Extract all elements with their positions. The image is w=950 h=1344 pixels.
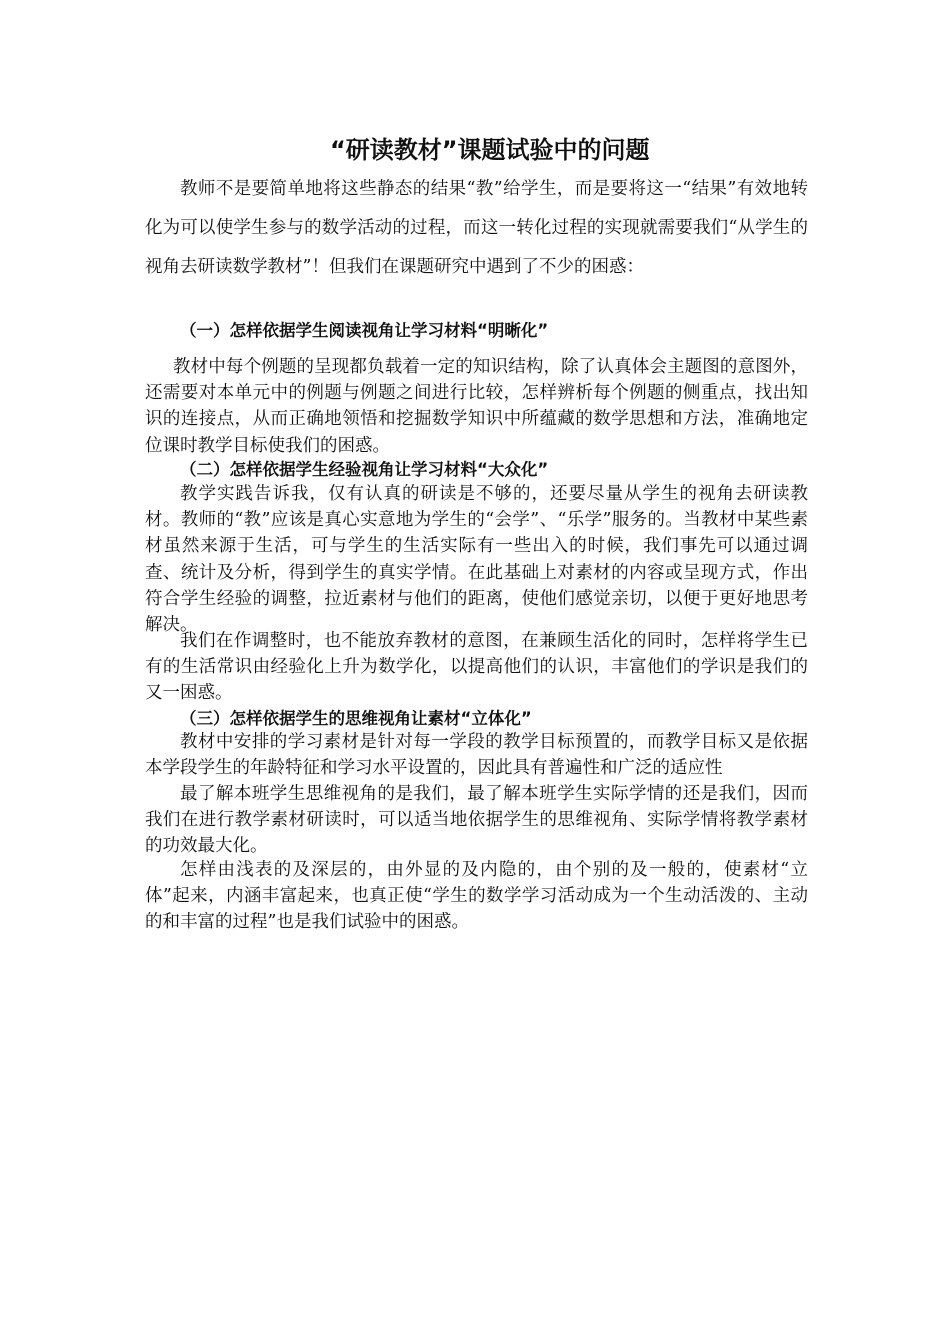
section-2-heading: （二）怎样依据学生经验视角让学习材料“大众化” bbox=[180, 460, 549, 479]
section-3-paragraph-2: 最了解本班学生思维视角的是我们，最了解本班学生实际学情的还是我们，因而我们在进行教学素材研读时，可以适当地依据学生的思维视角、实际学情将教学素材的功效最大化。 bbox=[145, 784, 808, 857]
section-2-paragraph-2: 我们在作调整时，也不能放弃教材的意图，在兼顾生活化的同时，怎样将学生已有的生活常识由经验化上升为数学化，以提高他们的认识，丰富他们的学识是我们的又一困惑。 bbox=[145, 631, 808, 704]
section-1-paragraph-1: 教材中每个例题的呈现都负载着一定的知识结构，除了认真体会主题图的意图外，还需要对本单元中的例题与例题之间进行比较，怎样辨析每个例题的侧重点，找出知识的连接点，从而正确地领悟和挖掘数学知识中所蕴藏的数学思想和方法，准确地定位课时教学目标使我们的困惑。 bbox=[145, 357, 808, 456]
intro-paragraph: 教师不是要简单地将这些静态的结果“教”给学生，而是要将这一“结果”有效地转化为可以使学生参与的数学活动的过程，而这一转化过程的实现就需要我们“从学生的视角去研读数学教材”！但我们在课题研究中遇到了不少的困惑： bbox=[145, 179, 808, 277]
section-3-heading: （三）怎样依据学生的思维视角让素材“立体化” bbox=[180, 709, 532, 728]
document-title: “研读教材”课题试验中的问题 bbox=[330, 136, 650, 164]
section-1-heading: （一）怎样依据学生阅读视角让学习材料“明晰化” bbox=[180, 321, 549, 340]
section-2-paragraph-1: 教学实践告诉我，仅有认真的研读是不够的，还要尽量从学生的视角去研读教材。教师的“教”应该是真心实意地为学生的“会学”、“乐学”服务的。当教材中某些素材虽然来源于生活，可与学生的生活实际有一些出入的时候，我们事先可以通过调查、统计及分析，得到学生的真实学情。在此基础上对素材的内容或呈现方式，作出符合学生经验的调整，拉近素材与他们的距离，使他们感觉亲切，以便于更好地思考解决。 bbox=[145, 484, 808, 636]
section-3-paragraph-3: 怎样由浅表的及深层的，由外显的及内隐的，由个别的及一般的，使素材“立体”起来，内涵丰富起来，也真正使“学生的数学学习活动成为一个生动活泼的、主动的和丰富的过程”也是我们试验中的困惑。 bbox=[145, 860, 808, 933]
section-3-paragraph-1: 教材中安排的学习素材是针对每一学段的教学目标预置的，而教学目标又是依据本学段学生的年龄特征和学习水平设置的，因此具有普遍性和广泛的适应性 bbox=[145, 732, 808, 779]
